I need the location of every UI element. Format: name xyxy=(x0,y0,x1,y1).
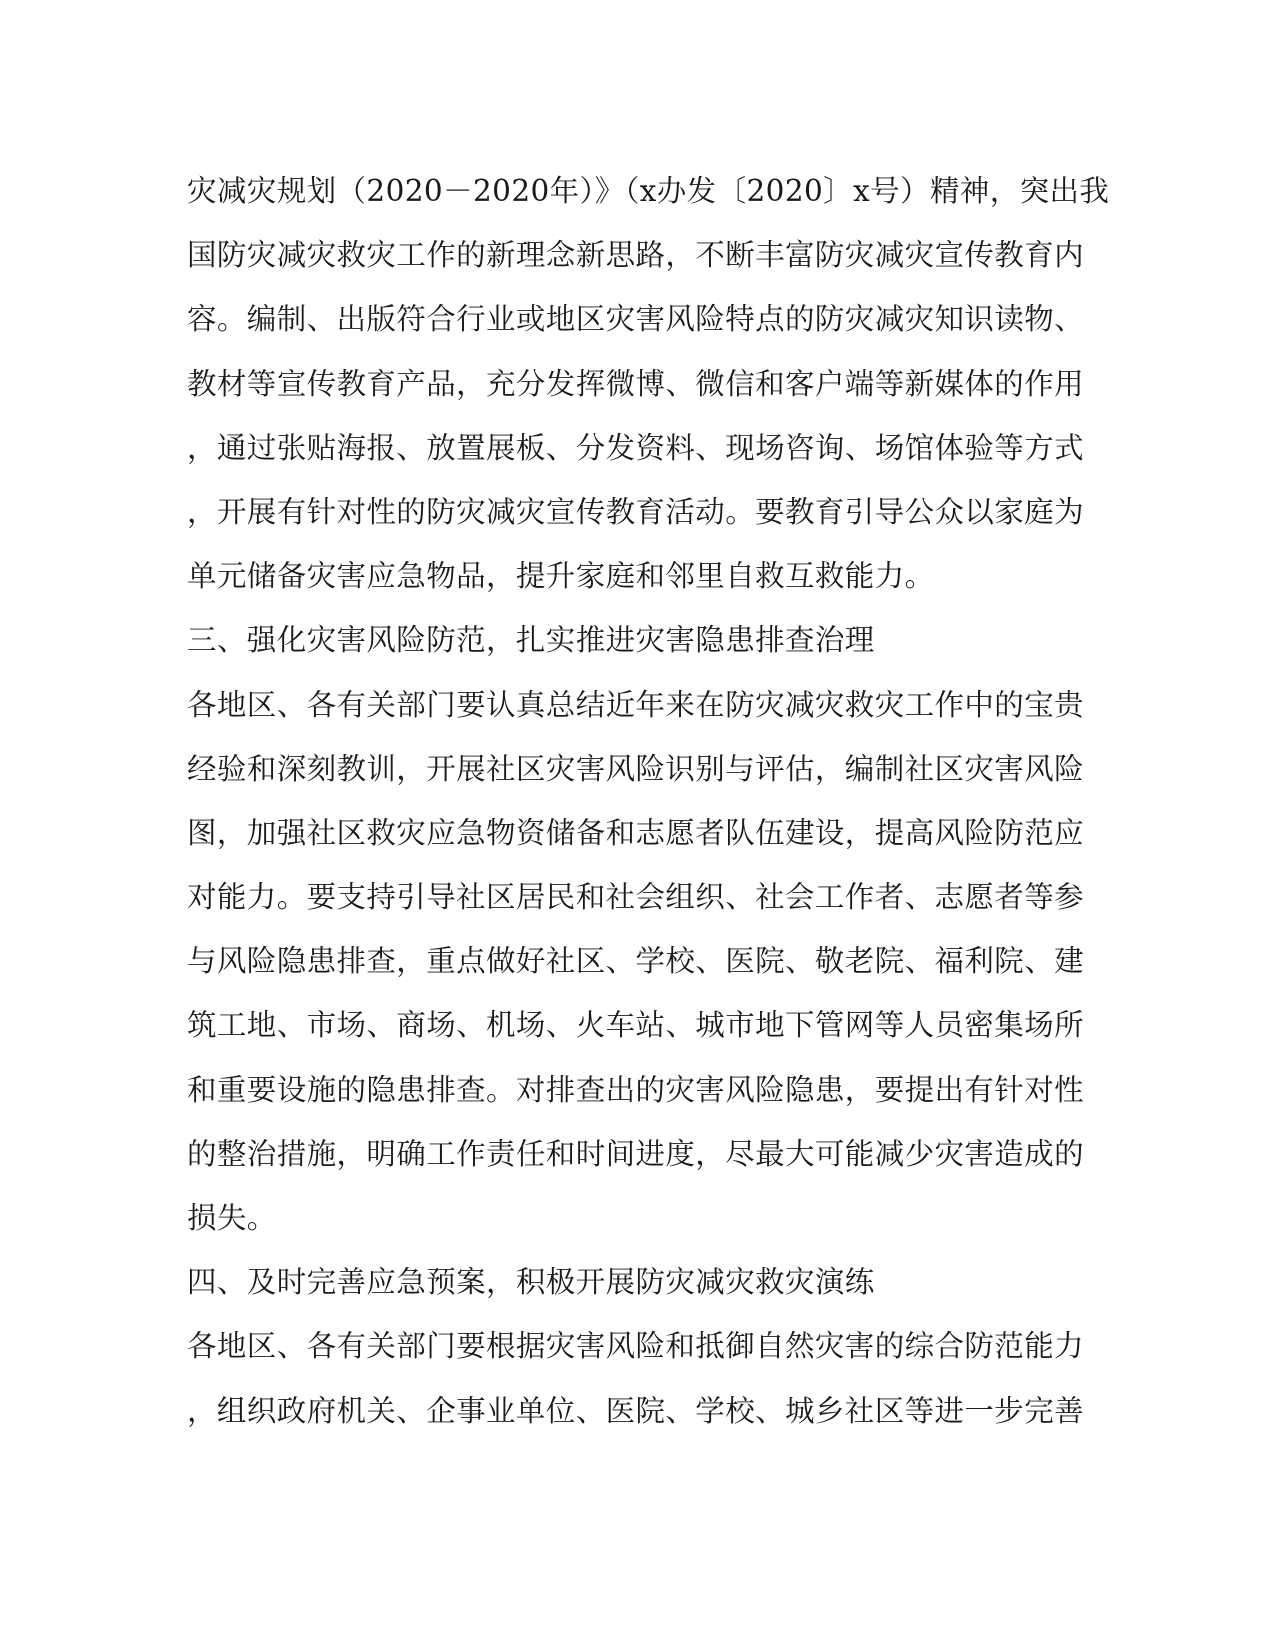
text-line: ，通过张贴海报、放置展板、分发资料、现场咨询、场馆体验等方式 xyxy=(187,430,1085,465)
text-line: 筑工地、市场、商场、机场、火车站、城市地下管网等人员密集场所 xyxy=(187,1008,1085,1043)
text-line: 各地区、各有关部门要认真总结近年来在防灾减灾救灾工作中的宝贵 xyxy=(187,687,1085,722)
text-line: 国防灾减灾救灾工作的新理念新思路，不断丰富防灾减灾宣传教育内 xyxy=(187,238,1085,273)
text-line: 单元储备灾害应急物品，提升家庭和邻里自救互救能力。 xyxy=(187,559,935,594)
text-line: 损失。 xyxy=(187,1201,277,1235)
text-line: 经验和深刻教训，开展社区灾害风险识别与评估，编制社区灾害风险 xyxy=(187,751,1085,786)
text-line: 灾减灾规划（2020－2020年）》（x办发〔2020〕x号）精神，突出我 xyxy=(187,174,1110,208)
text-line: 对能力。要支持引导社区居民和社会组织、社会工作者、志愿者等参 xyxy=(187,880,1085,915)
section-heading: 四、及时完善应急预案，积极开展防灾减灾救灾演练 xyxy=(187,1265,875,1300)
text-line: 教材等宣传教育产品，充分发挥微博、微信和客户端等新媒体的作用 xyxy=(187,366,1085,401)
text-line: 与风险隐患排查，重点做好社区、学校、医院、敬老院、福利院、建 xyxy=(187,944,1085,979)
text-line: 各地区、各有关部门要根据灾害风险和抵御自然灾害的综合防范能力 xyxy=(187,1329,1085,1364)
text-line: 图，加强社区救灾应急物资储备和志愿者队伍建设，提高风险防范应 xyxy=(187,815,1085,850)
text-line: ，开展有针对性的防灾减灾宣传教育活动。要教育引导公众以家庭为 xyxy=(187,494,1085,529)
text-line: 容。编制、出版符合行业或地区灾害风险特点的防灾减灾知识读物、 xyxy=(187,302,1085,337)
document-body xyxy=(187,159,1110,1443)
section-heading: 三、强化灾害风险防范，扎实推进灾害隐患排查治理 xyxy=(187,623,875,658)
text-line: ，组织政府机关、企事业单位、医院、学校、城乡社区等进一步完善 xyxy=(187,1393,1085,1428)
text-line: 和重要设施的隐患排查。对排查出的灾害风险隐患，要提出有针对性 xyxy=(187,1072,1085,1107)
text-line: 的整治措施，明确工作责任和时间进度，尽最大可能减少灾害造成的 xyxy=(187,1136,1085,1171)
